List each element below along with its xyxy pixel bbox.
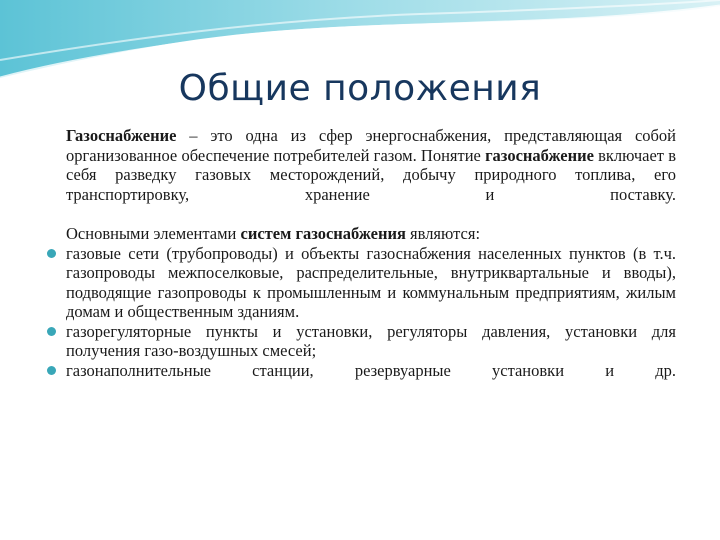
term-gas-systems: систем газоснабжения bbox=[240, 224, 406, 243]
slide-title: Общие положения bbox=[178, 68, 542, 109]
list-item-text: газонаполнительные станции, резервуарные установки и др. bbox=[66, 360, 676, 380]
elements-text-b: являются: bbox=[405, 224, 481, 243]
elements-list bbox=[66, 244, 676, 381]
term-gas-supply: Газоснабжение bbox=[66, 126, 177, 145]
list-item bbox=[66, 361, 676, 381]
bullet-dot-icon bbox=[47, 366, 56, 375]
bullet-dot-icon bbox=[47, 327, 56, 336]
bullet-dot-icon bbox=[47, 249, 56, 258]
elements-heading bbox=[66, 224, 676, 244]
term-gas-supply-2: газоснабжение bbox=[485, 145, 594, 165]
intro-text-a: – это одна из сфер энергоснабжения, представляющая собой организованное обеспечение потребителей газом. Понятие bbox=[66, 126, 676, 165]
slide-body bbox=[66, 126, 676, 380]
intro-text-b: включает в себя разведку газовых месторождений, добычу природного топлива, его транспортировку, хранение и поставку. bbox=[66, 145, 677, 204]
list-item-text: газовые сети (трубопроводы) и объекты газоснабжения населенных пунктов (в т.ч. газопроводы межпоселковые, распределительные, внутриквартальные и вводы), подводящие газопроводы к промышленным и коммунальным предприятиям, жилым домам и общественным зданиям. bbox=[66, 243, 676, 321]
list-item bbox=[66, 322, 676, 361]
intro-paragraph bbox=[66, 126, 676, 204]
list-item bbox=[66, 244, 676, 322]
elements-text-a: Основными элементами bbox=[66, 224, 241, 243]
list-item-text: газорегуляторные пункты и установки, регуляторы давления, установки для получения газо-воздушных смесей; bbox=[66, 321, 676, 360]
